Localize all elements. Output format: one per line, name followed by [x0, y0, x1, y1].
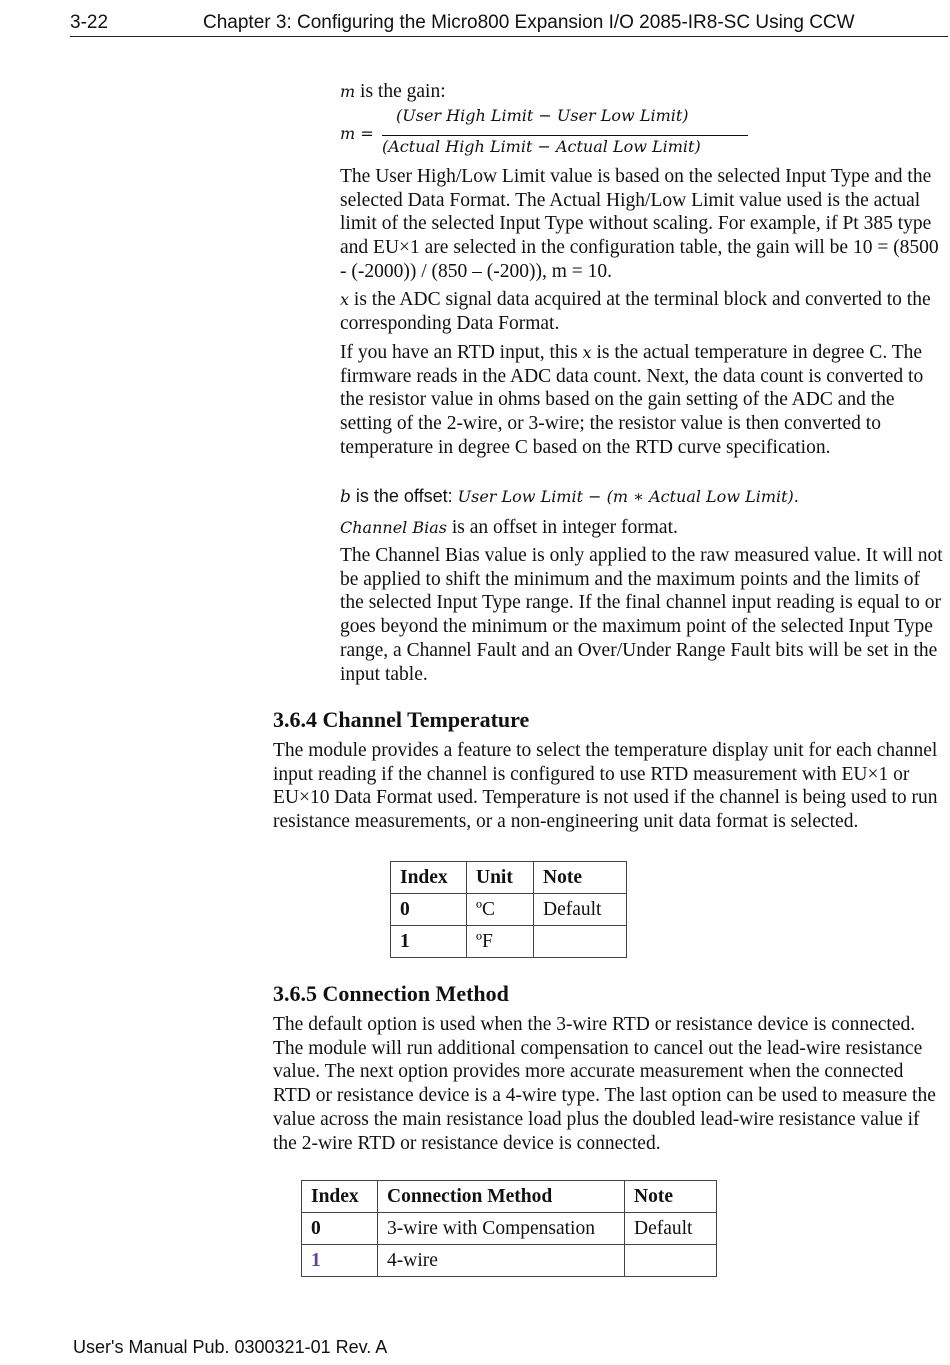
b-variable: b	[340, 487, 351, 507]
table-cell: 0	[302, 1213, 378, 1245]
section-heading-channel-temperature: 3.6.4 Channel Temperature	[273, 707, 530, 732]
page-footer: User's Manual Pub. 0300321-01 Rev. A	[73, 1337, 388, 1357]
table-cell: 0	[391, 894, 467, 926]
chapter-title: Chapter 3: Configuring the Micro800 Expansion I/O 2085-IR8-SC Using CCW	[203, 12, 855, 33]
table-header-cell: Unit	[467, 862, 534, 894]
rtd-text-pre: If you have an RTD input, this	[340, 342, 583, 363]
table-cell: 3-wire with Compensation	[378, 1213, 625, 1245]
equation-denominator: (Actual High Limit − Actual Low Limit)	[382, 137, 701, 156]
channel-bias-detail: The Channel Bias value is only applied to the raw measured value. It will not be applied to shift the minimum and the maximum points and the limits of the selected Input Type range. If the final channel input reading is equal to or goes beyond the minimum or the maximum point of the selected Input Type range, a Channel Fault and an Over/Under Range Fault bits will be set in the input table.	[340, 545, 943, 685]
table-cell	[625, 1245, 717, 1277]
rtd-text-post: is the actual temperature in degree C. The firmware reads in the ADC data count. Next, the data count is converted to the resistor value in ohms based on the gain setting of the ADC and the setting of the 2-wire, or 3-wire; the resistor value is then converted to temperature in degree C based on the RTD curve specification.	[340, 342, 924, 458]
connection-method-table	[301, 1180, 717, 1277]
gain-intro	[340, 80, 945, 104]
x-variable: x	[340, 290, 350, 309]
table-cell: 1	[391, 926, 467, 958]
table-row	[302, 1245, 717, 1277]
table-header-cell: Connection Method	[378, 1181, 625, 1213]
m-variable: m	[340, 82, 356, 101]
table-row	[391, 894, 627, 926]
page-header	[70, 12, 948, 37]
table-header-cell: Index	[391, 862, 467, 894]
table-cell: 4-wire	[378, 1245, 625, 1277]
gain-intro-text: is the gain:	[355, 81, 446, 102]
equation-numerator: (User High Limit − User Low Limit)	[396, 106, 689, 125]
channel-bias-line	[340, 516, 945, 540]
section-heading-connection-method: 3.6.5 Connection Method	[273, 981, 509, 1006]
limits-paragraph: The User High/Low Limit value is based on the selected Input Type and the selected Data Format. The Actual High/Low Limit value used is the actual limit of the selected Input Type without scaling. For example, if Pt 385 type and EU×1 are selected in the configuration table, the gain will be 10 = (8500 - (-2000)) / (850 – (-200)), m = 10.	[340, 166, 939, 282]
table-cell: Default	[534, 894, 627, 926]
table-header-row	[302, 1181, 717, 1213]
channel-bias-text: is an offset in integer format.	[447, 517, 678, 538]
rtd-paragraph	[340, 341, 945, 460]
channel-bias-variable: Channel Bias	[340, 518, 447, 537]
table-cell	[534, 926, 627, 958]
table-row	[302, 1213, 717, 1245]
x-paragraph-text: is the ADC signal data acquired at the terminal block and converted to the corresponding Data Format.	[340, 289, 931, 334]
page-number: 3-22	[70, 12, 109, 33]
fraction-bar	[382, 135, 748, 136]
equation-lhs: m =	[340, 124, 374, 143]
x-paragraph	[340, 288, 945, 335]
table-cell: Default	[625, 1213, 717, 1245]
offset-text: is the offset:	[350, 486, 458, 506]
offset-paragraph	[340, 486, 945, 507]
table-row	[391, 926, 627, 958]
table-cell: ºC	[467, 894, 534, 926]
rtd-x-variable: x	[582, 343, 592, 362]
table-header-row	[391, 862, 627, 894]
temperature-unit-table	[390, 861, 627, 958]
table-cell: 1	[302, 1245, 378, 1277]
table-header-cell: Note	[625, 1181, 717, 1213]
table-cell: ºF	[467, 926, 534, 958]
gain-equation	[340, 104, 770, 164]
channel-temperature-body: The module provides a feature to select the temperature display unit for each channel input reading if the channel is configured to use RTD measurement with EU×1 or EU×10 Data Format used. Temperature is not used if the channel is being used to run resistance measurements, or a non-engineering unit data format is selected.	[273, 740, 938, 833]
offset-formula: User Low Limit − (m ∗ Actual Low Limit).	[457, 487, 799, 506]
table-header-cell: Note	[534, 862, 627, 894]
table-header-cell: Index	[302, 1181, 378, 1213]
connection-method-body: The default option is used when the 3-wire RTD or resistance device is connected. The module will run additional compensation to cancel out the lead-wire resistance value. The next option provides more accurate measurement when the connected RTD or resistance device is a 4-wire type. The last option can be used to measure the value across the main resistance load plus the doubled lead-wire resistance value if the 2-wire RTD or resistance device is connected.	[273, 1014, 936, 1154]
